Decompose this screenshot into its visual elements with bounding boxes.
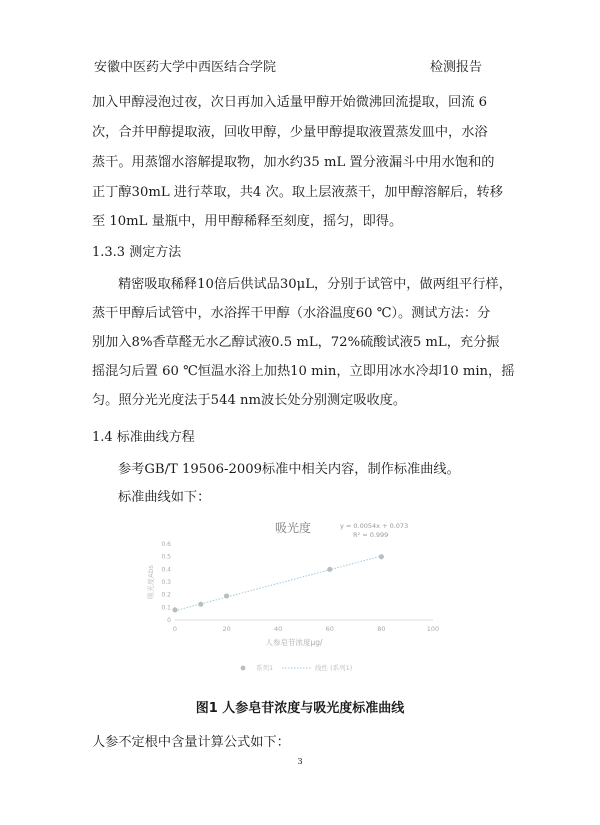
x-tick-label: 20 bbox=[222, 625, 231, 633]
x-axis-label: 人参皂苷浓度μg/ bbox=[265, 638, 323, 647]
data-point bbox=[172, 607, 177, 612]
text-line: 摇混匀后置 60 ℃恒温水浴上加热10 min，立即用冰水冷却10 min，摇 bbox=[92, 364, 515, 379]
text-line: 别加入8%香草醛无水乙醇试液0.5 mL，72%硫酸试液5 mL，充分振 bbox=[92, 335, 500, 350]
section-heading: 1.4 标准曲线方程 bbox=[92, 430, 195, 445]
trendline bbox=[175, 556, 381, 611]
trend-r2: R² = 0.999 bbox=[353, 531, 389, 539]
text-line: 次，合并甲醇提取液，回收甲醇，少量甲醇提取液置蒸发皿中，水浴 bbox=[92, 125, 488, 140]
trend-equation: y = 0.0054x + 0.073 bbox=[340, 522, 409, 530]
page-number: 3 bbox=[297, 757, 303, 766]
chart-svg bbox=[135, 512, 460, 687]
data-point bbox=[327, 567, 332, 572]
text-line: 蒸干。用蒸馏水溶解提取物，加水约35 mL 置分液漏斗中用水饱和的 bbox=[92, 155, 495, 170]
standard-curve-chart bbox=[135, 512, 460, 687]
text-line: 正丁醇30mL 进行萃取，共4 次。取上层液蒸干，加甲醇溶解后，转移 bbox=[92, 185, 503, 200]
text-line: 人参不定根中含量计算公式如下： bbox=[92, 735, 290, 750]
figure-caption: 图1 人参皂苷浓度与吸光度标准曲线 bbox=[195, 701, 405, 716]
data-point bbox=[224, 593, 229, 598]
text-line: 标准曲线如下： bbox=[118, 490, 211, 505]
y-axis-label: 吸光度Abs bbox=[147, 565, 155, 599]
text-line: 匀。照分光光度法于544 nm波长处分别测定吸收度。 bbox=[92, 393, 407, 408]
y-tick-label: 0.2 bbox=[161, 591, 171, 599]
x-tick-label: 40 bbox=[274, 625, 283, 633]
data-point bbox=[198, 602, 203, 607]
chart-title: 吸光度 bbox=[274, 521, 312, 535]
y-tick-label: 0 bbox=[167, 617, 171, 624]
legend-series-marker bbox=[241, 666, 246, 671]
y-tick-label: 0.3 bbox=[161, 579, 171, 586]
legend-series-label: 系列1 bbox=[256, 664, 274, 672]
x-tick-label: 100 bbox=[426, 625, 440, 633]
y-tick-label: 0.6 bbox=[161, 541, 171, 548]
x-tick-label: 80 bbox=[377, 625, 386, 633]
section-heading: 1.3.3 测定方法 bbox=[92, 245, 182, 260]
x-tick-label: 60 bbox=[325, 625, 334, 633]
data-point bbox=[379, 554, 384, 559]
header-report-type: 检测报告 bbox=[430, 60, 483, 75]
x-tick-label: 0 bbox=[172, 625, 178, 633]
y-tick-label: 0.4 bbox=[161, 566, 171, 574]
text-line: 参考GB/T 19506-2009标准中相关内容，制作标准曲线。 bbox=[118, 462, 460, 477]
text-line: 精密吸取稀释10倍后供试品30μL，分别于试管中，做两组平行样， bbox=[118, 277, 512, 292]
y-tick-label: 0.5 bbox=[161, 553, 171, 561]
legend-trend-label: 线性 (系列1) bbox=[315, 664, 353, 672]
header-institution: 安徽中医药大学中西医结合学院 bbox=[94, 60, 277, 75]
text-line: 蒸干甲醇后试管中，水浴挥干甲醇（水浴温度60 ℃）。测试方法：分 bbox=[92, 306, 491, 321]
text-line: 至 10mL 量瓶中，用甲醇稀释至刻度，摇匀，即得。 bbox=[92, 214, 403, 229]
y-tick-label: 0.1 bbox=[161, 604, 171, 612]
text-line: 加入甲醇浸泡过夜，次日再加入适量甲醇开始微沸回流提取，回流 6 bbox=[92, 95, 488, 110]
